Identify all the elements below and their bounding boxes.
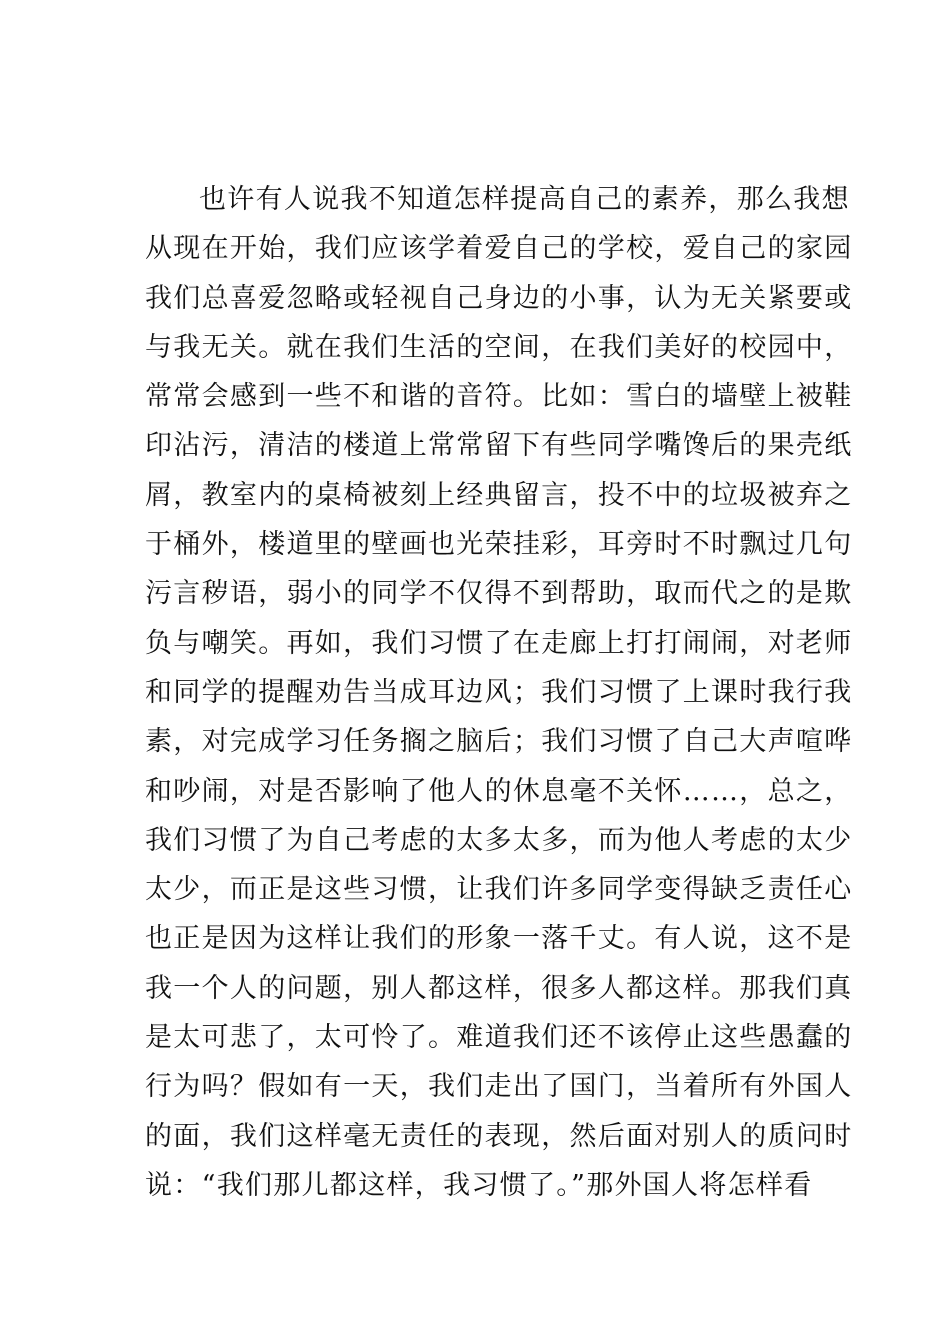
text-line-2: 从现在开始，我们应该学着爱自己的学校，爱自己的家园 [145,233,853,265]
text-line-10: 负与嘲笑。再如，我们习惯了在走廊上打打闹闹，对老师 [145,627,853,659]
text-line-7: 屑，教室内的桌椅被刻上经典留言，投不中的垃圾被弃之 [145,479,853,511]
text-line-21: 说：“我们那儿都这样，我习惯了。”那外国人将怎样看 [145,1169,813,1201]
text-line-14: 我们习惯了为自己考虑的太多太多，而为他人考虑的太少 [145,824,853,856]
text-line-4: 与我无关。就在我们生活的空间，在我们美好的校园中， [145,331,853,363]
text-line-13: 和吵闹，对是否影响了他人的休息毫不关怀……，总之， [145,775,853,807]
text-line-17: 我一个人的问题，别人都这样，很多人都这样。那我们真 [145,972,853,1004]
text-line-8: 于桶外，楼道里的壁画也光荣挂彩，耳旁时不时飘过几句 [145,529,853,561]
text-line-20: 的面，我们这样毫无责任的表现，然后面对别人的质问时 [145,1120,853,1152]
body-paragraph [145,175,853,1210]
text-line-19: 行为吗？假如有一天，我们走出了国门，当着所有外国人 [145,1071,853,1103]
text-line-9: 污言秽语，弱小的同学不仅得不到帮助，取而代之的是欺 [145,578,853,610]
text-line-1: 也许有人说我不知道怎样提高自己的素养，那么我想 [199,184,850,215]
text-line-15: 太少，而正是这些习惯，让我们许多同学变得缺乏责任心 [145,874,853,906]
text-line-6: 印沾污，清洁的楼道上常常留下有些同学嘴馋后的果壳纸 [145,430,853,462]
text-line-5: 常常会感到一些不和谐的音符。比如：雪白的墙壁上被鞋 [145,381,853,413]
text-line-18: 是太可悲了，太可怜了。难道我们还不该停止这些愚蠢的 [145,1022,853,1054]
text-line-3: 我们总喜爱忽略或轻视自己身边的小事，认为无关紧要或 [145,282,853,314]
text-line-11: 和同学的提醒劝告当成耳边风；我们习惯了上课时我行我 [145,676,853,708]
text-line-12: 素，对完成学习任务搁之脑后；我们习惯了自己大声喧哗 [145,726,853,758]
text-line-16: 也正是因为这样让我们的形象一落千丈。有人说，这不是 [145,923,853,955]
